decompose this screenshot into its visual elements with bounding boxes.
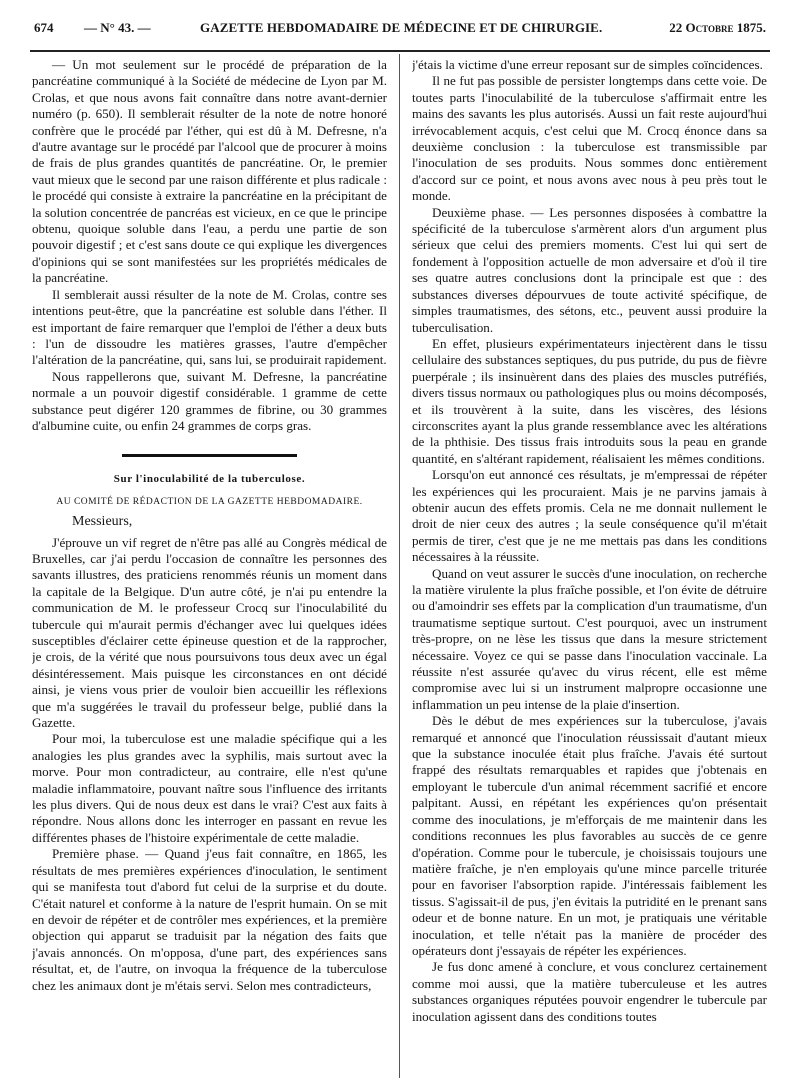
paragraph: Il semblerait aussi résulter de la note de M. Crolas, contre ses intentions peut-être, que la pancréatine est soluble dans l'éther. Il est important de faire remarquer que l'emploi de l'éther a deux buts : l'un de dissoudre les matières grasses, l'autre d'empêcher l'altération de la pancréatine, qui, sans lui, se produirait rapidement. xyxy=(32,286,387,368)
paragraph: j'étais la victime d'une erreur reposant sur de simples coïncidences. xyxy=(412,57,763,72)
page-number: 674 xyxy=(34,20,54,35)
salutation: Messieurs, xyxy=(72,514,133,530)
paragraph: Lorsqu'on eut annoncé ces résultats, je m'empressai de répéter les expériences qui les procuraient. Mais je ne parvins jamais à obtenir aucun des effets promis. Cela ne me donnait nullement le droit de nier ceux des autres ; la seule conséquence qu'il m'était permis de tirer, c'est que je ne me mettais pas dans les conditions nécessaires à la réussite. xyxy=(412,467,767,565)
section-separator xyxy=(122,454,297,457)
paragraph: En effet, plusieurs expérimentateurs injectèrent dans le tissu cellulaire des substances septiques, du pus putride, du pus de fièvre puerpérale ; ils insinuèrent dans des plaies des muscles putréfiés, divers tissus normaux ou pathologiques plus ou moins décomposés, et ils trouvèrent à la suite, dans les viscères, des lésions circonscrites ayant la plus grande ressemblance avec les altérations de la phthisie. Des tissus frais introduits sous la peau en grande quantité, en s'altérant rapidement, réalisaient les mêmes conditions. xyxy=(412,335,767,466)
header-rule xyxy=(30,50,770,52)
paragraph: J'éprouve un vif regret de n'être pas allé au Congrès médical de Bruxelles, car j'ai perdu l'occasion de connaître les personnes des savants illustres, des praticiens renommés réunis un moment dans la capitale de la Belgique. D'un autre côté, je n'ai pu entendre la communication de M. le professeur Crocq sur l'inoculabilité du tubercule qui m'aurait permis d'échanger avec lui quelques idées susceptibles d'éclairer cette épineuse question et de la rapprocher, je crois, de la vérité que nous poursuivons tous deux avec un égal désintéressement. Mais puisque les circonstances en ont décidé ainsi, je viens vous prier de vouloir bien accueillir les réflexions que m'a suggérées le travail du professeur belge, publié dans la Gazette. xyxy=(32,534,387,731)
paragraph: Il ne fut pas possible de persister longtemps dans cette voie. De toutes parts l'inoculabilité de la tuberculose s'affirmait entre les mains des savants les plus autorisés. Aussi un fait reste aujourd'hui irrévocablement acquis, c'est celui que M. Crocq énonce dans sa deuxième conclusion : la tuberculose est transmissible par l'inoculation de ses produits. Nous sommes donc entièrement d'accord sur ce point, et nous avons avec nous à peu près tout le monde. xyxy=(412,73,767,204)
paragraph: Première phase. — Quand j'eus fait connaître, en 1865, les résultats de mes premières expériences d'inoculation, le sentiment qui se manifesta tout d'abord fut celui de la surprise et du doute. C'était naturel et conforme à la nature de l'esprit humain. On se mit en devoir de répéter et de contrôler mes expériences, et la première objection qui apparut se traduisit par la négation des faits que j'avais annoncés. On m'opposa, d'une part, des expériences sans résultat, et, de l'autre, on invoqua la fréquence de la tuberculose chez les animaux dont je m'étais servi. Selon mes contradicteurs, xyxy=(32,846,387,993)
paragraph: Dès le début de mes expériences sur la tuberculose, j'avais remarqué et annoncé que l'inoculation réussissait d'autant mieux que la substance inoculée était plus fraîche. J'avais été surtout frappé des résultats remarquables et rapides que j'obtenais en employant le tubercule d'un animal récemment sacrifié et encore palpitant. Aussi, en répétant les expériences qu'on présentait comme des inoculations, je m'efforçais de me maintenir dans les conditions reconnues les plus favorables au succès de ce genre d'opération. Comme pour le tubercule, je choisissais toujours une matière fraîche, je n'en employais qu'une mince parcelle triturée pour en favoriser l'absorption rapide. J'intéressais faiblement les tissus. S'agissait-il de pus, j'en évitais la putridité en le prenant sans odeur et de bonne nature. En un mot, je pratiquais une véritable inoculation, et telle n'était pas la manière de procéder des opérateurs dont j'essayais de répéter les expériences. xyxy=(412,713,767,958)
article-subtitle: AU COMITÉ DE RÉDACTION DE LA GAZETTE HEBDOMADAIRE. xyxy=(56,496,363,507)
issue-number: — N° 43. — xyxy=(84,20,151,35)
left-column xyxy=(32,57,387,1080)
journal-title: GAZETTE HEBDOMADAIRE DE MÉDECINE ET DE CHIRURGIE. xyxy=(200,20,603,35)
paragraph: — Un mot seulement sur le procédé de préparation de la pancréatine communiqué à la Société de médecine de Lyon par M. Crolas, et que nous avons fait connaître dans notre avant-dernier numéro (p. 650). Il semblerait résulter de la note de notre honoré confrère que le procédé par l'éther, qui est dû à M. Defresne, n'a d'autre avantage sur le procédé par l'alcool que de procurer à moins de frais de plus grandes quantités de pancréatine. Or, le premier vaut mieux que le second par une raison différente et plus radicale : le procédé qui consiste à extraire la pancréatine en la précipitant de la solution concentrée de pancréas est vicieux, en ce que le principe obtenu, quoique soluble dans l'eau, a perdu une partie de son pouvoir digestif ; et c'est sans doute ce qui explique les divergences d'opinions qui se sont manifestées sur les propriétés médicales de la pancréatine. xyxy=(32,57,387,286)
right-column xyxy=(412,57,767,1080)
issue-date: 22 Octobre 1875. xyxy=(669,20,766,35)
newspaper-page xyxy=(30,8,770,1080)
column-divider xyxy=(399,54,400,1078)
paragraph: Deuxième phase. — Les personnes disposées à combattre la spécificité de la tuberculose s'armèrent alors d'un argument plus sérieux que celui des premiers moments. C'est lui qui sert de fondement à l'opposition actuelle de mon adversaire et d'où il tire ses quatre autres conclusions dont la principale est que : des substances diverses dépourvues de toute activité spécifique, de simples traumatismes, des sétons, etc., peuvent aussi produire la tuberculisation. xyxy=(412,204,767,335)
paragraph: Quand on veut assurer le succès d'une inoculation, on recherche la matière virulente la plus fraîche possible, et l'on évite de détruire ou d'amoindrir ses effets par la complication d'un traumatisme, d'un traumatisme septique surtout. C'est pourquoi, avec un instrument très-propre, on ne lèse les tissus que dans la mesure strictement nécessaire. Voyez ce qui se passe dans l'inoculation vaccinale. La réussite n'est assurée qu'avec du virus récent, elle est même compromise avec lui si un instrument malpropre occasionne une inflammation un peu intense de la plaie d'insertion. xyxy=(412,565,767,712)
article-title: Sur l'inoculabilité de la tuberculose. xyxy=(113,473,306,486)
paragraph: Pour moi, la tuberculose est une maladie spécifique qui a les analogies les plus grandes avec la syphilis, mais surtout avec la morve. Pour mon contradicteur, au contraire, elle n'est qu'une maladie inflammatoire, pouvant naître sous l'influence des irritants les plus divers. Qui de nous deux est dans le vrai? C'est aux faits à répondre. Nous allons donc les interroger en passant en revue les différentes phases de l'histoire expérimentale de cette maladie. xyxy=(32,731,387,845)
paragraph: Nous rappellerons que, suivant M. Defresne, la pancréatine normale a un pouvoir digestif considérable. 1 gramme de cette substance peut digérer 120 grammes de fibrine, ou 30 grammes d'albumine cuite, ou enfin 24 grammes de corps gras. xyxy=(32,368,387,433)
running-header xyxy=(30,8,770,48)
paragraph: Je fus donc amené à conclure, et vous conclurez certainement comme moi aussi, que la matière tuberculeuse et les autres substances organiques réputées pouvoir engendrer le tubercule par inoculation agissent dans des conditions toutes xyxy=(412,959,767,1024)
